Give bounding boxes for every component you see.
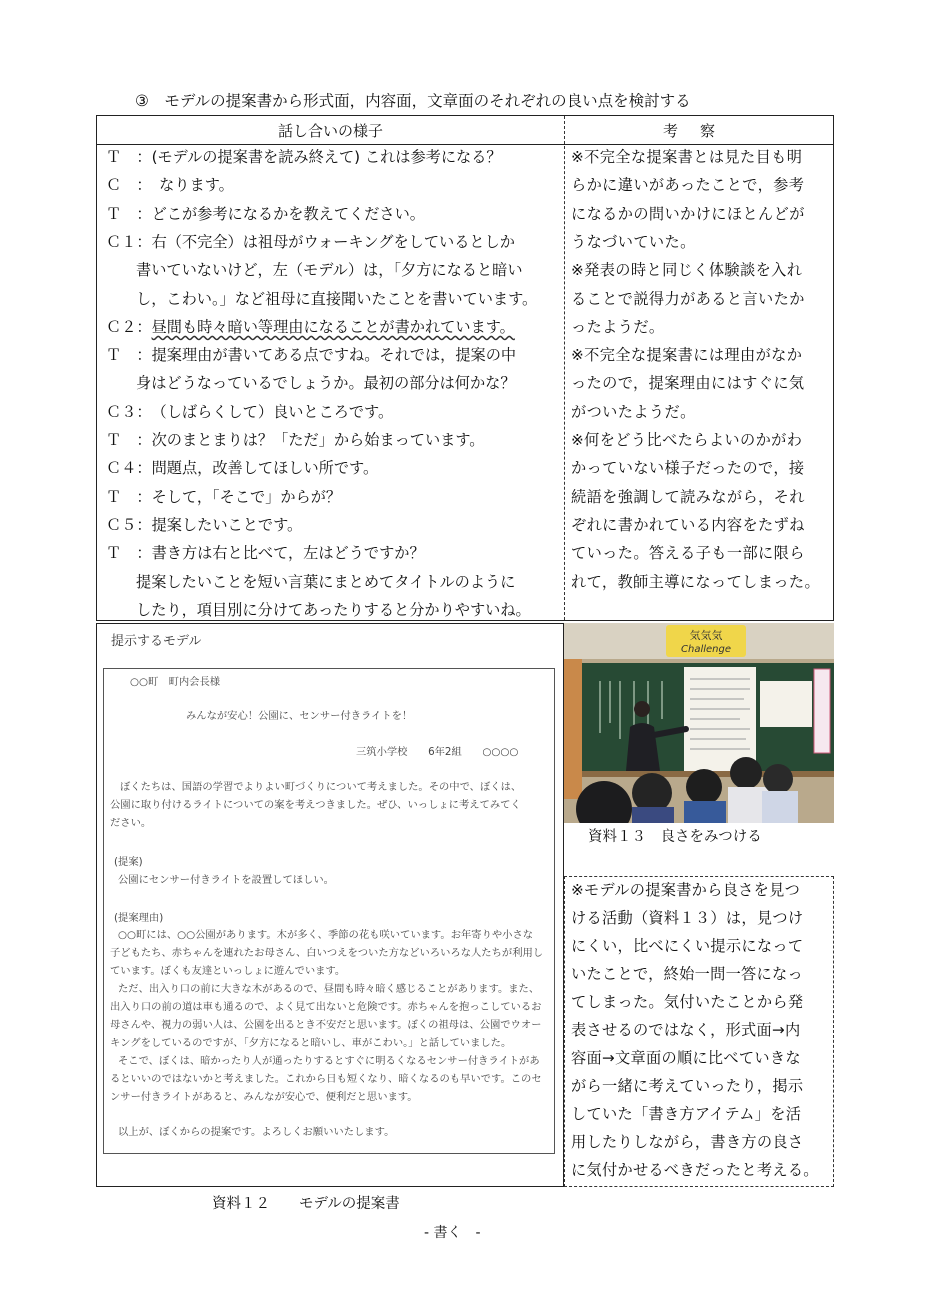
observation-line: ることで説得力があると言いたか xyxy=(571,289,805,308)
column-divider xyxy=(564,116,565,620)
page-footer: - 書く - xyxy=(424,1225,481,1241)
dialogue-line: Ｔ ：(モデルの提案書を読み終えて) これは参考になる？ xyxy=(106,148,502,166)
header-discussion: 話し合いの様子 xyxy=(277,122,383,140)
dialogue-line: Ｔ ：どこが参考になるかを教えてください。 xyxy=(106,204,425,223)
note-line: していた「書き方アイテム」を活 xyxy=(571,1105,802,1123)
caption-material-12: 資料１２ モデルの提案書 xyxy=(212,1196,400,1212)
reason-line: ただ、出入り口の前に大きな木があるので、昼間も時々暗く感じることがあります。また、 xyxy=(118,983,540,995)
observation-line: ぞれに書かれている内容をたずね xyxy=(571,515,805,534)
observation-line: ていった。答える子も一部に限ら xyxy=(571,544,805,563)
note-line: いたことで，終始一問一答になっ xyxy=(571,965,804,983)
speaker-label: Ｃ２： xyxy=(106,317,152,336)
proposal-text: 公園にセンサー付きライトを設置してほしい。 xyxy=(118,874,334,886)
note-line: にくい，比べにくい提示になって xyxy=(571,937,804,955)
observation-line: ※何をどう比べたらよいのかがわ xyxy=(571,431,803,449)
reason-line: ○○町には、○○公園があります。木が多く、季節の花も咲いています。お年寄りや小さな xyxy=(118,929,534,941)
reflection-note-box xyxy=(564,876,834,1187)
dialogue-line: Ｔ ：そして，「そこで」からが？ xyxy=(106,487,342,506)
reason-line: ています。ぼくも友達といっしょに遊んでいます。 xyxy=(110,965,346,977)
model-box-title: 提示するモデル xyxy=(111,634,202,649)
reason-line: 子どもたち、赤ちゃんを連れたお母さん、白いつえをついた方などいろいろな人たちが利用し xyxy=(110,947,544,959)
observation-line: ったようだ。 xyxy=(571,317,665,336)
reason-line: ンサー付きライトがあると、みんなが安心で、便利だと思います。 xyxy=(110,1091,418,1103)
observation-line: かっていない様子だったので，接 xyxy=(571,459,805,478)
caption-material-13: 資料１３ 良さをみつける xyxy=(588,829,762,845)
observation-line: 続語を強調して読みながら，それ xyxy=(571,487,805,506)
note-line: 用したりしながら，書き方の良さ xyxy=(571,1133,804,1151)
svg-text:Challenge: Challenge xyxy=(681,644,731,655)
observation-line: らかに違いがあったことで，参考 xyxy=(571,176,805,195)
intro-line: ださい。 xyxy=(110,817,152,829)
dialogue-line: Ｃ５：提案したいことです。 xyxy=(106,515,303,534)
proposal-title: みんなが安心！公園に、センサー付きライトを！ xyxy=(186,710,413,722)
closing-line: 以上が、ぼくからの提案です。よろしくお願いいたします。 xyxy=(118,1126,395,1138)
sign-board xyxy=(666,625,746,657)
observation-line: がついたようだ。 xyxy=(571,402,696,421)
dialogue-line: Ｃ３： （しばらくして）良いところです。 xyxy=(106,402,394,421)
dialogue-line: Ｃ１：右（不完全）は祖母がウォーキングをしているとしか xyxy=(106,232,515,251)
reason-line: キングをしているのですが、「夕方になると暗いし、車がこわい。」と話していました。 xyxy=(110,1037,512,1049)
observation-line: ったので，提案理由にはすぐに気 xyxy=(571,374,805,393)
proposal-author: 三筑小学校 6年2組 ○○○○ xyxy=(356,746,519,758)
dialogue-line: Ｔ ：書き方は右と比べて，左はどうですか？ xyxy=(106,544,425,563)
dialogue-line: したり，項目別に分けてあったりすると分かりやすいね。 xyxy=(136,600,531,619)
header-consideration: 考察 xyxy=(662,122,737,140)
note-line: ※モデルの提案書から良さを見つ xyxy=(571,881,801,899)
section-heading: ③ モデルの提案書から形式面，内容面，文章面のそれぞれの良い点を検討する xyxy=(135,92,691,110)
observation-line: ※発表の時と同じく体験談を入れ xyxy=(571,261,803,280)
dialogue-line: 身はどうなっているでしょうか。最初の部分は何かな？ xyxy=(136,374,516,393)
proposal-label: (提案) xyxy=(114,856,143,868)
dialogue-line: 書いていないけど，左（モデル）は，「夕方になると暗い xyxy=(136,261,523,280)
dialogue-line: Ｃ４：問題点，改善してほしい所です。 xyxy=(106,459,379,478)
dialogue-line xyxy=(106,313,515,341)
note-line: ける活動（資料１３）は，見つけ xyxy=(571,909,804,927)
intro-line: 公園に取り付けるライトについての案を考えつきました。ぜひ、いっしょに考えてみてく xyxy=(110,799,521,811)
note-line: てしまった。気付いたことから発 xyxy=(571,993,804,1011)
note-line: 表させるのではなく，形式面→内 xyxy=(571,1021,801,1039)
reason-line: そこで、ぼくは、暗かったり人が通ったりするとすぐに明るくなるセンサー付きライトがあ xyxy=(118,1055,540,1067)
observation-line: うなづいていた。 xyxy=(571,232,696,251)
note-line: に気付かせるべきだったと考える。 xyxy=(571,1161,819,1179)
dialogue-line: し，こわい。」など祖母に直接聞いたことを書いています。 xyxy=(136,289,538,308)
model-proposal-box xyxy=(96,623,564,1187)
classroom-photo xyxy=(564,623,834,823)
underlined-remark: 昼間も時々暗い等理由になることが書かれています。 xyxy=(151,317,515,336)
observation-line: れて，教師主導になってしまった。 xyxy=(571,572,821,591)
observation-line: ※不完全な提案書には理由がなか xyxy=(571,346,803,365)
dialogue-line: Ｃ ： なります。 xyxy=(106,176,234,195)
reason-line: 出入り口の前の道は車も通るので、よく見て出ないと危険です。赤ちゃんを抱っこしているお xyxy=(110,1001,542,1013)
note-line: 容面→文章面の順に比べていきな xyxy=(571,1049,801,1067)
addressee: ○○町 町内会長様 xyxy=(130,676,221,688)
dialogue-line: 提案したいことを短い言葉にまとめてタイトルのように xyxy=(136,572,516,591)
note-line: がら一緒に考えていったり，掲示 xyxy=(571,1077,804,1095)
dialogue-line: Ｔ ：次のまとまりは？「ただ」から始まっています。 xyxy=(106,431,485,449)
reason-line: 母さんや、視力の弱い人は、公園を出るとき不安だと思います。ぼくの祖母は、公園でウオー xyxy=(110,1019,542,1031)
reason-label: (提案理由) xyxy=(114,912,164,924)
svg-text:気気気: 気気気 xyxy=(689,629,723,642)
classroom-photo-illustration xyxy=(564,623,834,823)
dialogue-line: Ｔ ：提案理由が書いてある点ですね。それでは，提案の中 xyxy=(106,346,517,365)
observation-line: ※不完全な提案書とは見た目も明 xyxy=(571,148,803,166)
observation-line: になるかの問いかけにほとんどが xyxy=(571,204,805,223)
model-proposal-document xyxy=(103,668,555,1154)
reason-line: るといいのではないかと考えました。これから日も短くなり、暗くなるのも早いです。このセ xyxy=(110,1073,542,1085)
intro-line: ぼくたちは、国語の学習でよりよい町づくりについて考えました。その中で、ぼくは、 xyxy=(120,781,522,793)
